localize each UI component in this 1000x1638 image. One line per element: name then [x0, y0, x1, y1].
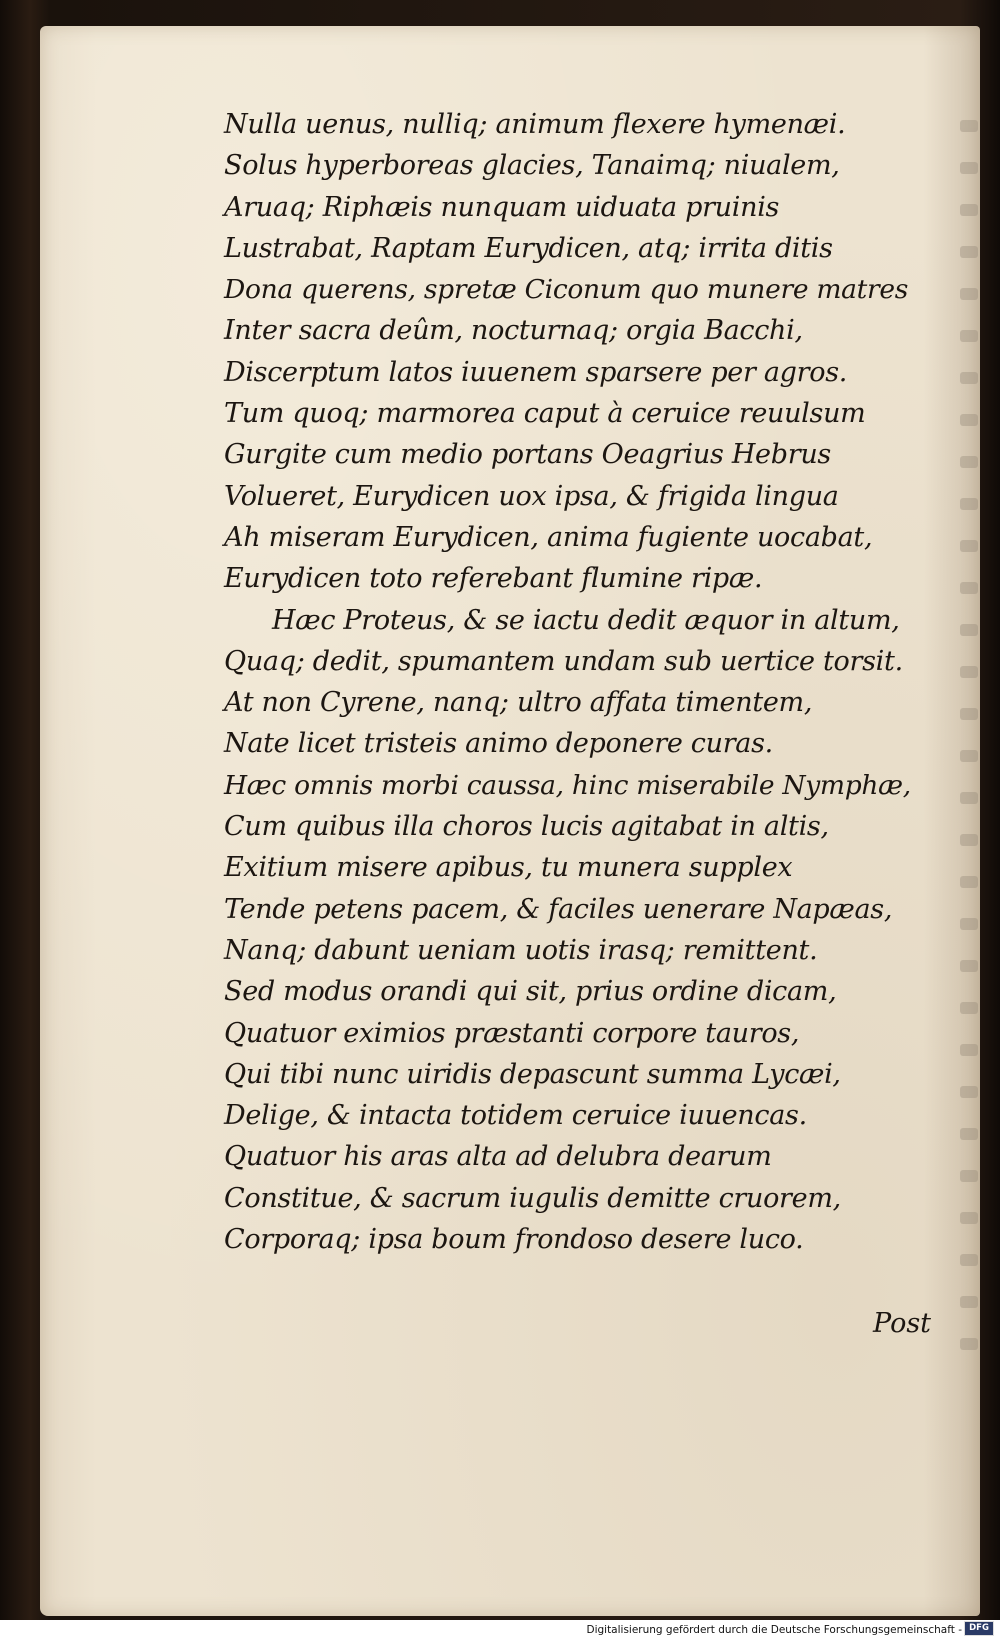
- verse-text-block: [224, 104, 914, 1260]
- footer-bar: [0, 1620, 1000, 1638]
- verse-line: Inter sacra deûm, nocturnaq; orgia Bacchi,: [224, 315, 803, 347]
- verse-line: Gurgite cum medio portans Oeagrius Hebrus: [224, 439, 831, 471]
- verse-line: Solus hyperboreas glacies, Tanaimq; niualem,: [224, 150, 840, 182]
- verse-line: Hæc Proteus, & se iactu dedit æquor in altum,: [272, 604, 900, 636]
- catchword: Post: [873, 1308, 932, 1339]
- verse-line: Tum quoq; marmorea caput à ceruice reuulsum: [224, 398, 866, 430]
- verse-line: Tende petens pacem, & faciles uenerare Napæas,: [224, 893, 893, 925]
- verse-line: Qui tibi nunc uiridis depascunt summa Lycæi,: [224, 1058, 841, 1090]
- verse-line: Quatuor his aras alta ad delubra dearum: [224, 1141, 772, 1173]
- verse-line: Eurydicen toto referebant flumine ripæ.: [224, 563, 763, 595]
- bleed-through-marks: [960, 120, 978, 1420]
- dfg-logo: DFG: [964, 1621, 994, 1636]
- verse-line: Nate licet tristeis animo deponere curas.: [224, 728, 773, 760]
- verse-line: Volueret, Eurydicen uox ipsa, & frigida lingua: [224, 480, 839, 512]
- verse-line: Sed modus orandi qui sit, prius ordine dicam,: [224, 976, 837, 1008]
- verse-line: Lustrabat, Raptam Eurydicen, atq; irrita ditis: [224, 232, 833, 264]
- verse-line: Exitium misere apibus, tu munera supplex: [224, 852, 793, 884]
- verse-line: Constitue, & sacrum iugulis demitte cruorem,: [224, 1182, 841, 1214]
- verse-line: Corporaq; ipsa boum frondoso desere luco.: [224, 1224, 804, 1256]
- verse-line: Ah miseram Eurydicen, anima fugiente uocabat,: [224, 521, 873, 553]
- verse-line: Discerptum latos iuuenem sparsere per agros.: [224, 356, 848, 388]
- verse-line: Quatuor eximios præstanti corpore tauros,: [224, 1017, 800, 1049]
- verse-line: Nanq; dabunt ueniam uotis irasq; remittent.: [224, 934, 818, 966]
- verse-line: Cum quibus illa choros lucis agitabat in altis,: [224, 811, 829, 843]
- verse-line: Quaq; dedit, spumantem undam sub uertice torsit.: [224, 645, 903, 677]
- verse-line: Hæc omnis morbi caussa, hinc miserabile Nymphæ,: [224, 769, 911, 801]
- digitization-credit: Digitalisierung gefördert durch die Deutsche Forschungsgemeinschaft -: [586, 1624, 962, 1636]
- verse-line: Nulla uenus, nulliq; animum flexere hymenæi.: [224, 109, 846, 140]
- verse-line: Dona querens, spretæ Ciconum quo munere matres: [224, 274, 909, 306]
- verse-line: Delige, & intacta totidem ceruice iuuencas.: [224, 1100, 807, 1132]
- verse-line: At non Cyrene, nanq; ultro affata timentem,: [224, 687, 813, 719]
- verse-line: Aruaq; Riphæis nunquam uiduata pruinis: [224, 191, 780, 223]
